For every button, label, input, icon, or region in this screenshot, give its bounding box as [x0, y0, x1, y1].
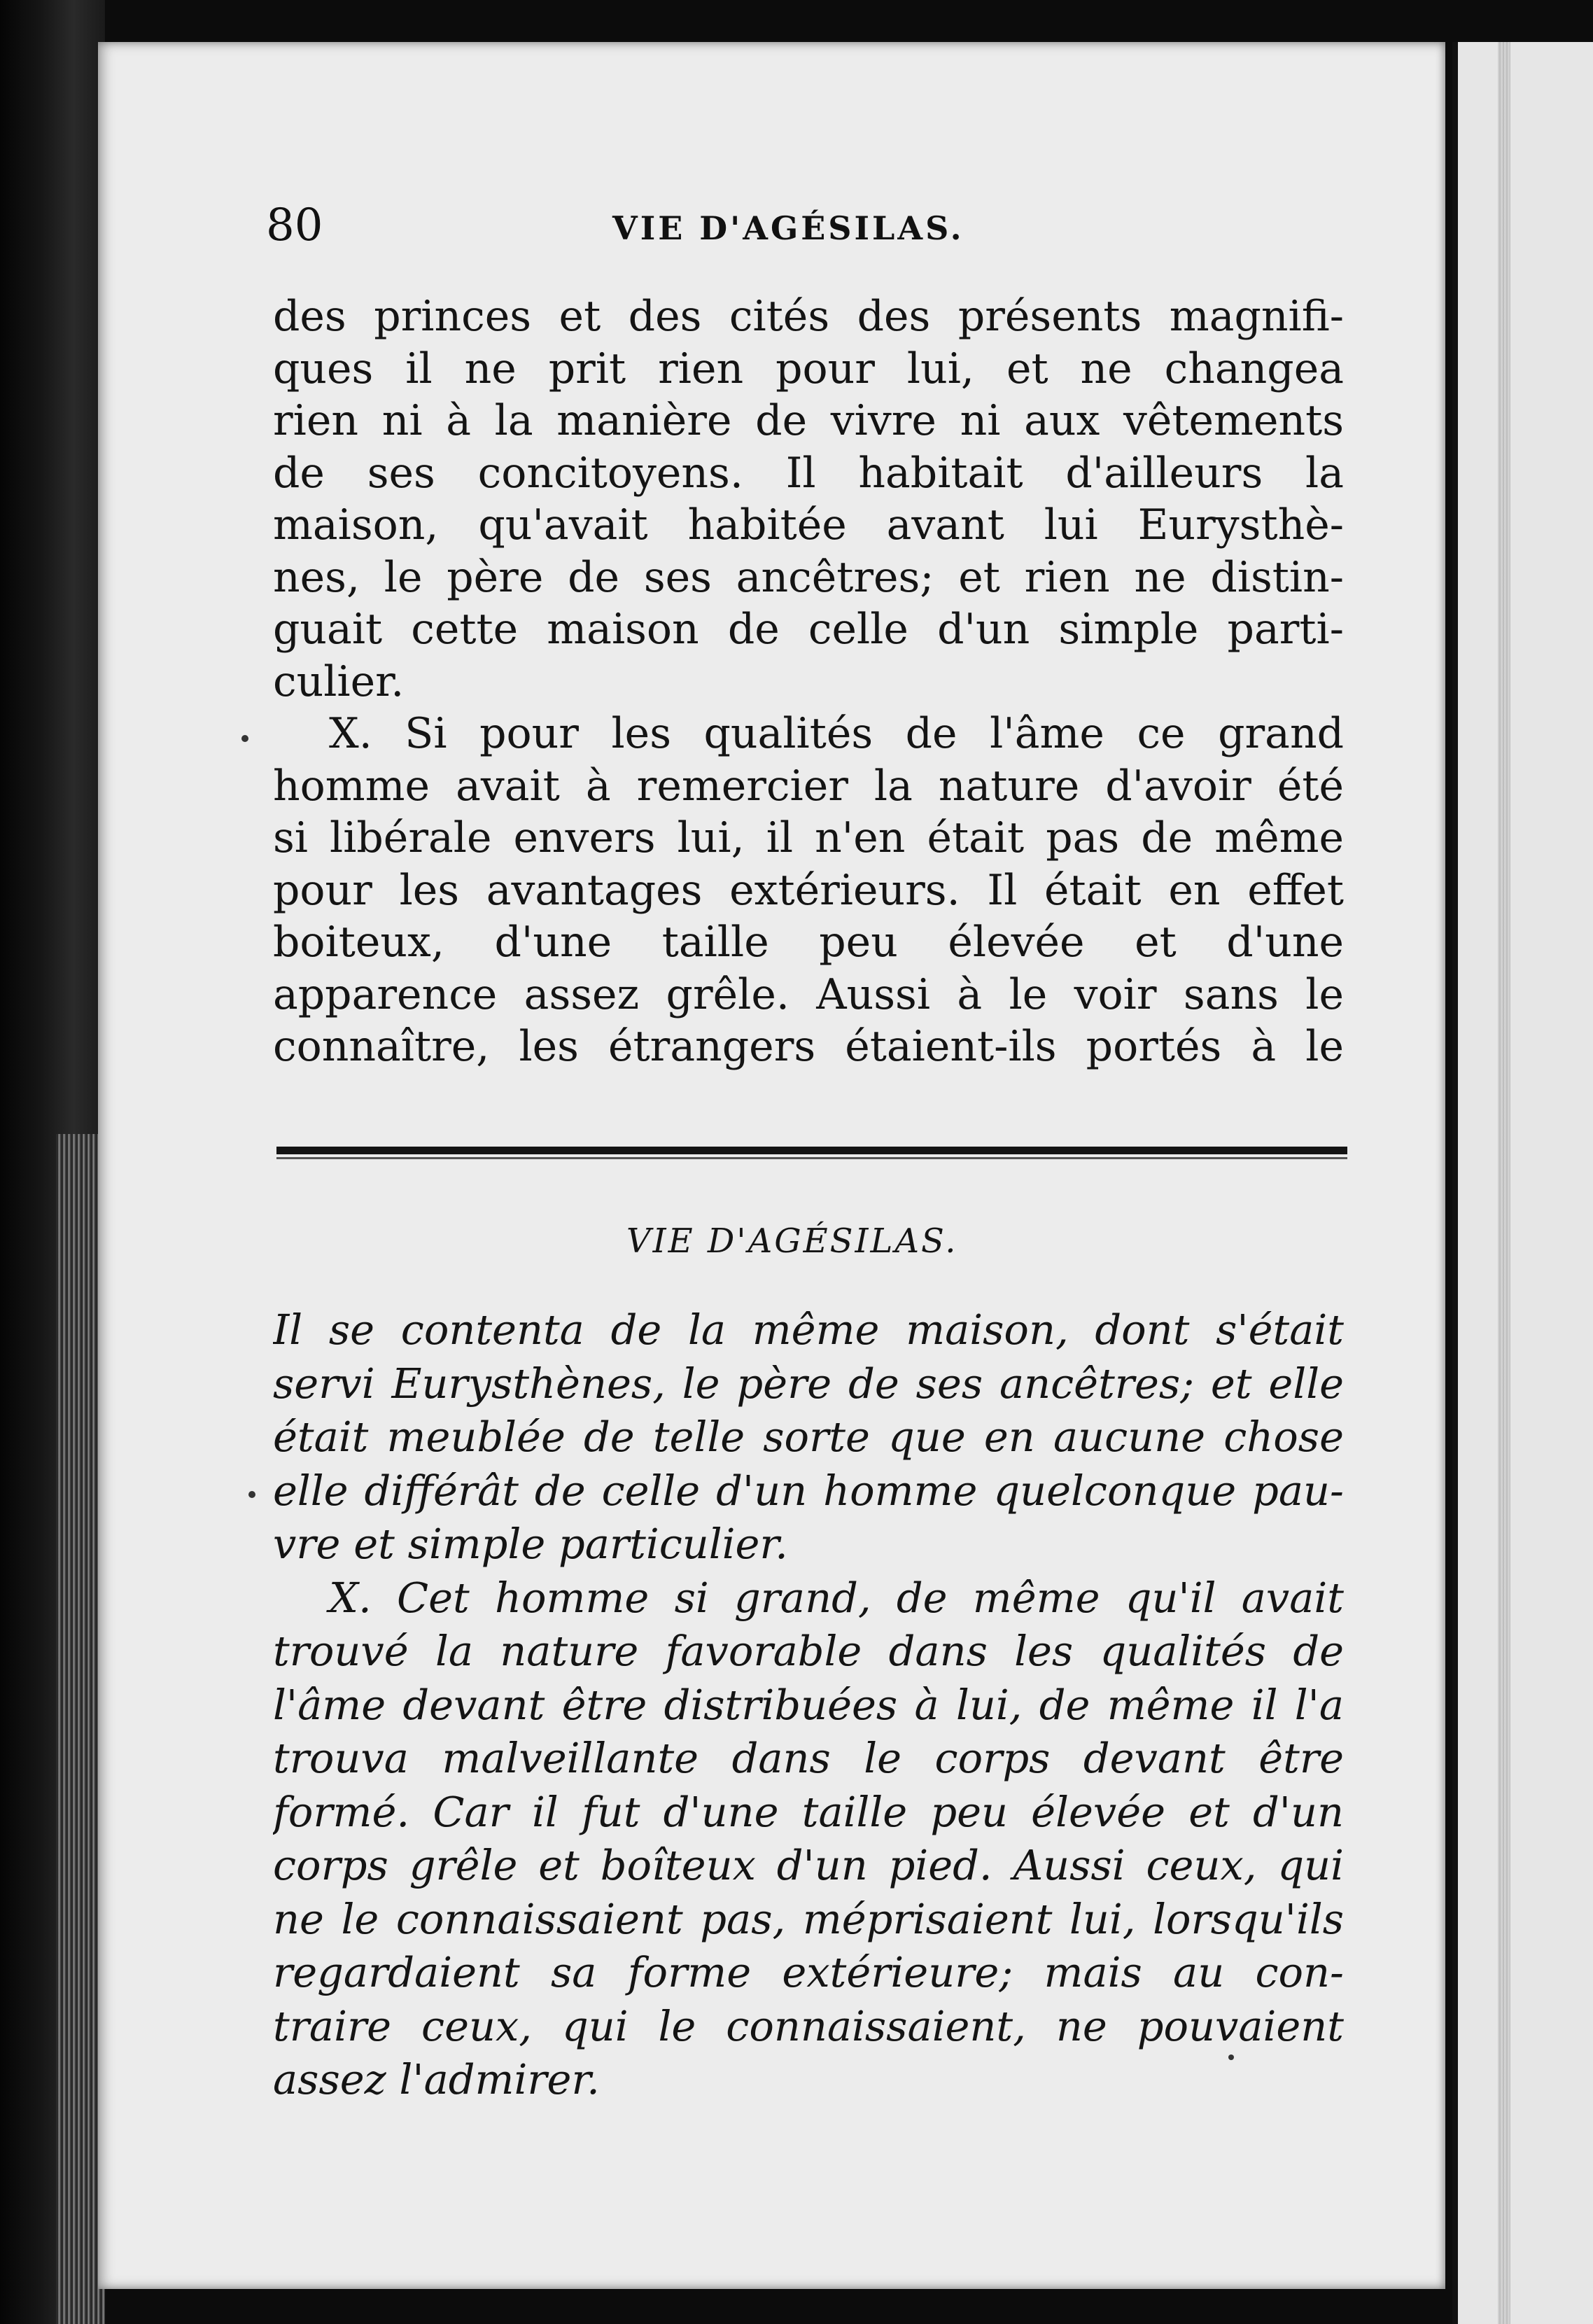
text-line: assez l'admirer.: [273, 2055, 600, 2104]
text-line: guait cette maison de celle d'un simple parti-: [273, 605, 1344, 654]
text-line: regardaient sa forme extérieure; mais au con-: [273, 1948, 1344, 1996]
section-divider-thin: [276, 1157, 1347, 1159]
text-line: était meublée de telle sorte que en aucune chose: [273, 1413, 1344, 1461]
print-speck: [241, 735, 248, 742]
text-line: boiteux, d'une taille peu élevée et d'une: [273, 918, 1344, 967]
text-line: corps grêle et boîteux d'un pied. Aussi ceux, qui: [273, 1841, 1344, 1889]
section-divider: [276, 1147, 1347, 1154]
text-line: trouva malveillante dans le corps devant être: [273, 1734, 1344, 1782]
print-speck: [248, 1491, 255, 1498]
text-line: X. Si pour les qualités de l'âme ce grand: [329, 709, 1344, 758]
text-line: connaître, les étrangers étaient-ils portés à le: [273, 1022, 1344, 1071]
translation-text: [273, 1303, 1344, 2107]
text-line: des princes et des cités des présents magnifi-: [273, 292, 1344, 341]
text-line: vre et simple particulier.: [273, 1520, 788, 1568]
page-header: [266, 200, 1351, 255]
text-line: ne le connaissaient pas, méprisaient lui, lorsqu'ils: [273, 1894, 1344, 1943]
text-line: nes, le père de ses ancêtres; et rien ne distin-: [273, 552, 1344, 602]
text-line: elle différât de celle d'un homme quelconque pau-: [273, 1466, 1344, 1515]
text-line: l'âme devant être distribuées à lui, de même il l'a: [273, 1680, 1344, 1729]
text-line: si libérale envers lui, il n'en était pas de même: [273, 813, 1344, 862]
french-text: [273, 290, 1344, 1073]
text-line: culier.: [273, 657, 405, 706]
text-line: traire ceux, qui le connaissaient, ne pouvaient: [273, 2001, 1344, 2050]
text-line: pour les avantages extérieurs. Il était en effet: [273, 865, 1344, 915]
text-line: Il se contenta de la même maison, dont s'était: [273, 1306, 1344, 1354]
running-title: VIE D'AGÉSILAS.: [612, 209, 964, 247]
facing-page-texture: [1498, 42, 1510, 2324]
text-line: ques il ne prit rien pour lui, et ne changea: [273, 344, 1344, 393]
facing-page-edge: [1452, 42, 1593, 2324]
text-line: de ses concitoyens. Il habitait d'ailleurs la: [273, 448, 1344, 498]
translation-title: VIE D'AGÉSILAS.: [626, 1222, 958, 1261]
page-number: 80: [266, 200, 323, 251]
text-line: X. Cet homme si grand, de même qu'il avait: [329, 1573, 1344, 1622]
text-line: rien ni à la manière de vivre ni aux vêtements: [273, 396, 1344, 445]
text-line: trouvé la nature favorable dans les qualités de: [273, 1627, 1344, 1675]
text-line: maison, qu'avait habitée avant lui Eurysthè-: [273, 500, 1344, 550]
text-line: servi Eurysthènes, le père de ses ancêtres; et elle: [273, 1359, 1344, 1408]
text-line: formé. Car il fut d'une taille peu élevée et d'un: [273, 1787, 1344, 1836]
text-line: apparence assez grêle. Aussi à le voir sans le: [273, 969, 1344, 1019]
print-speck: [1228, 2054, 1234, 2060]
text-line: homme avait à remercier la nature d'avoir été: [273, 761, 1344, 811]
